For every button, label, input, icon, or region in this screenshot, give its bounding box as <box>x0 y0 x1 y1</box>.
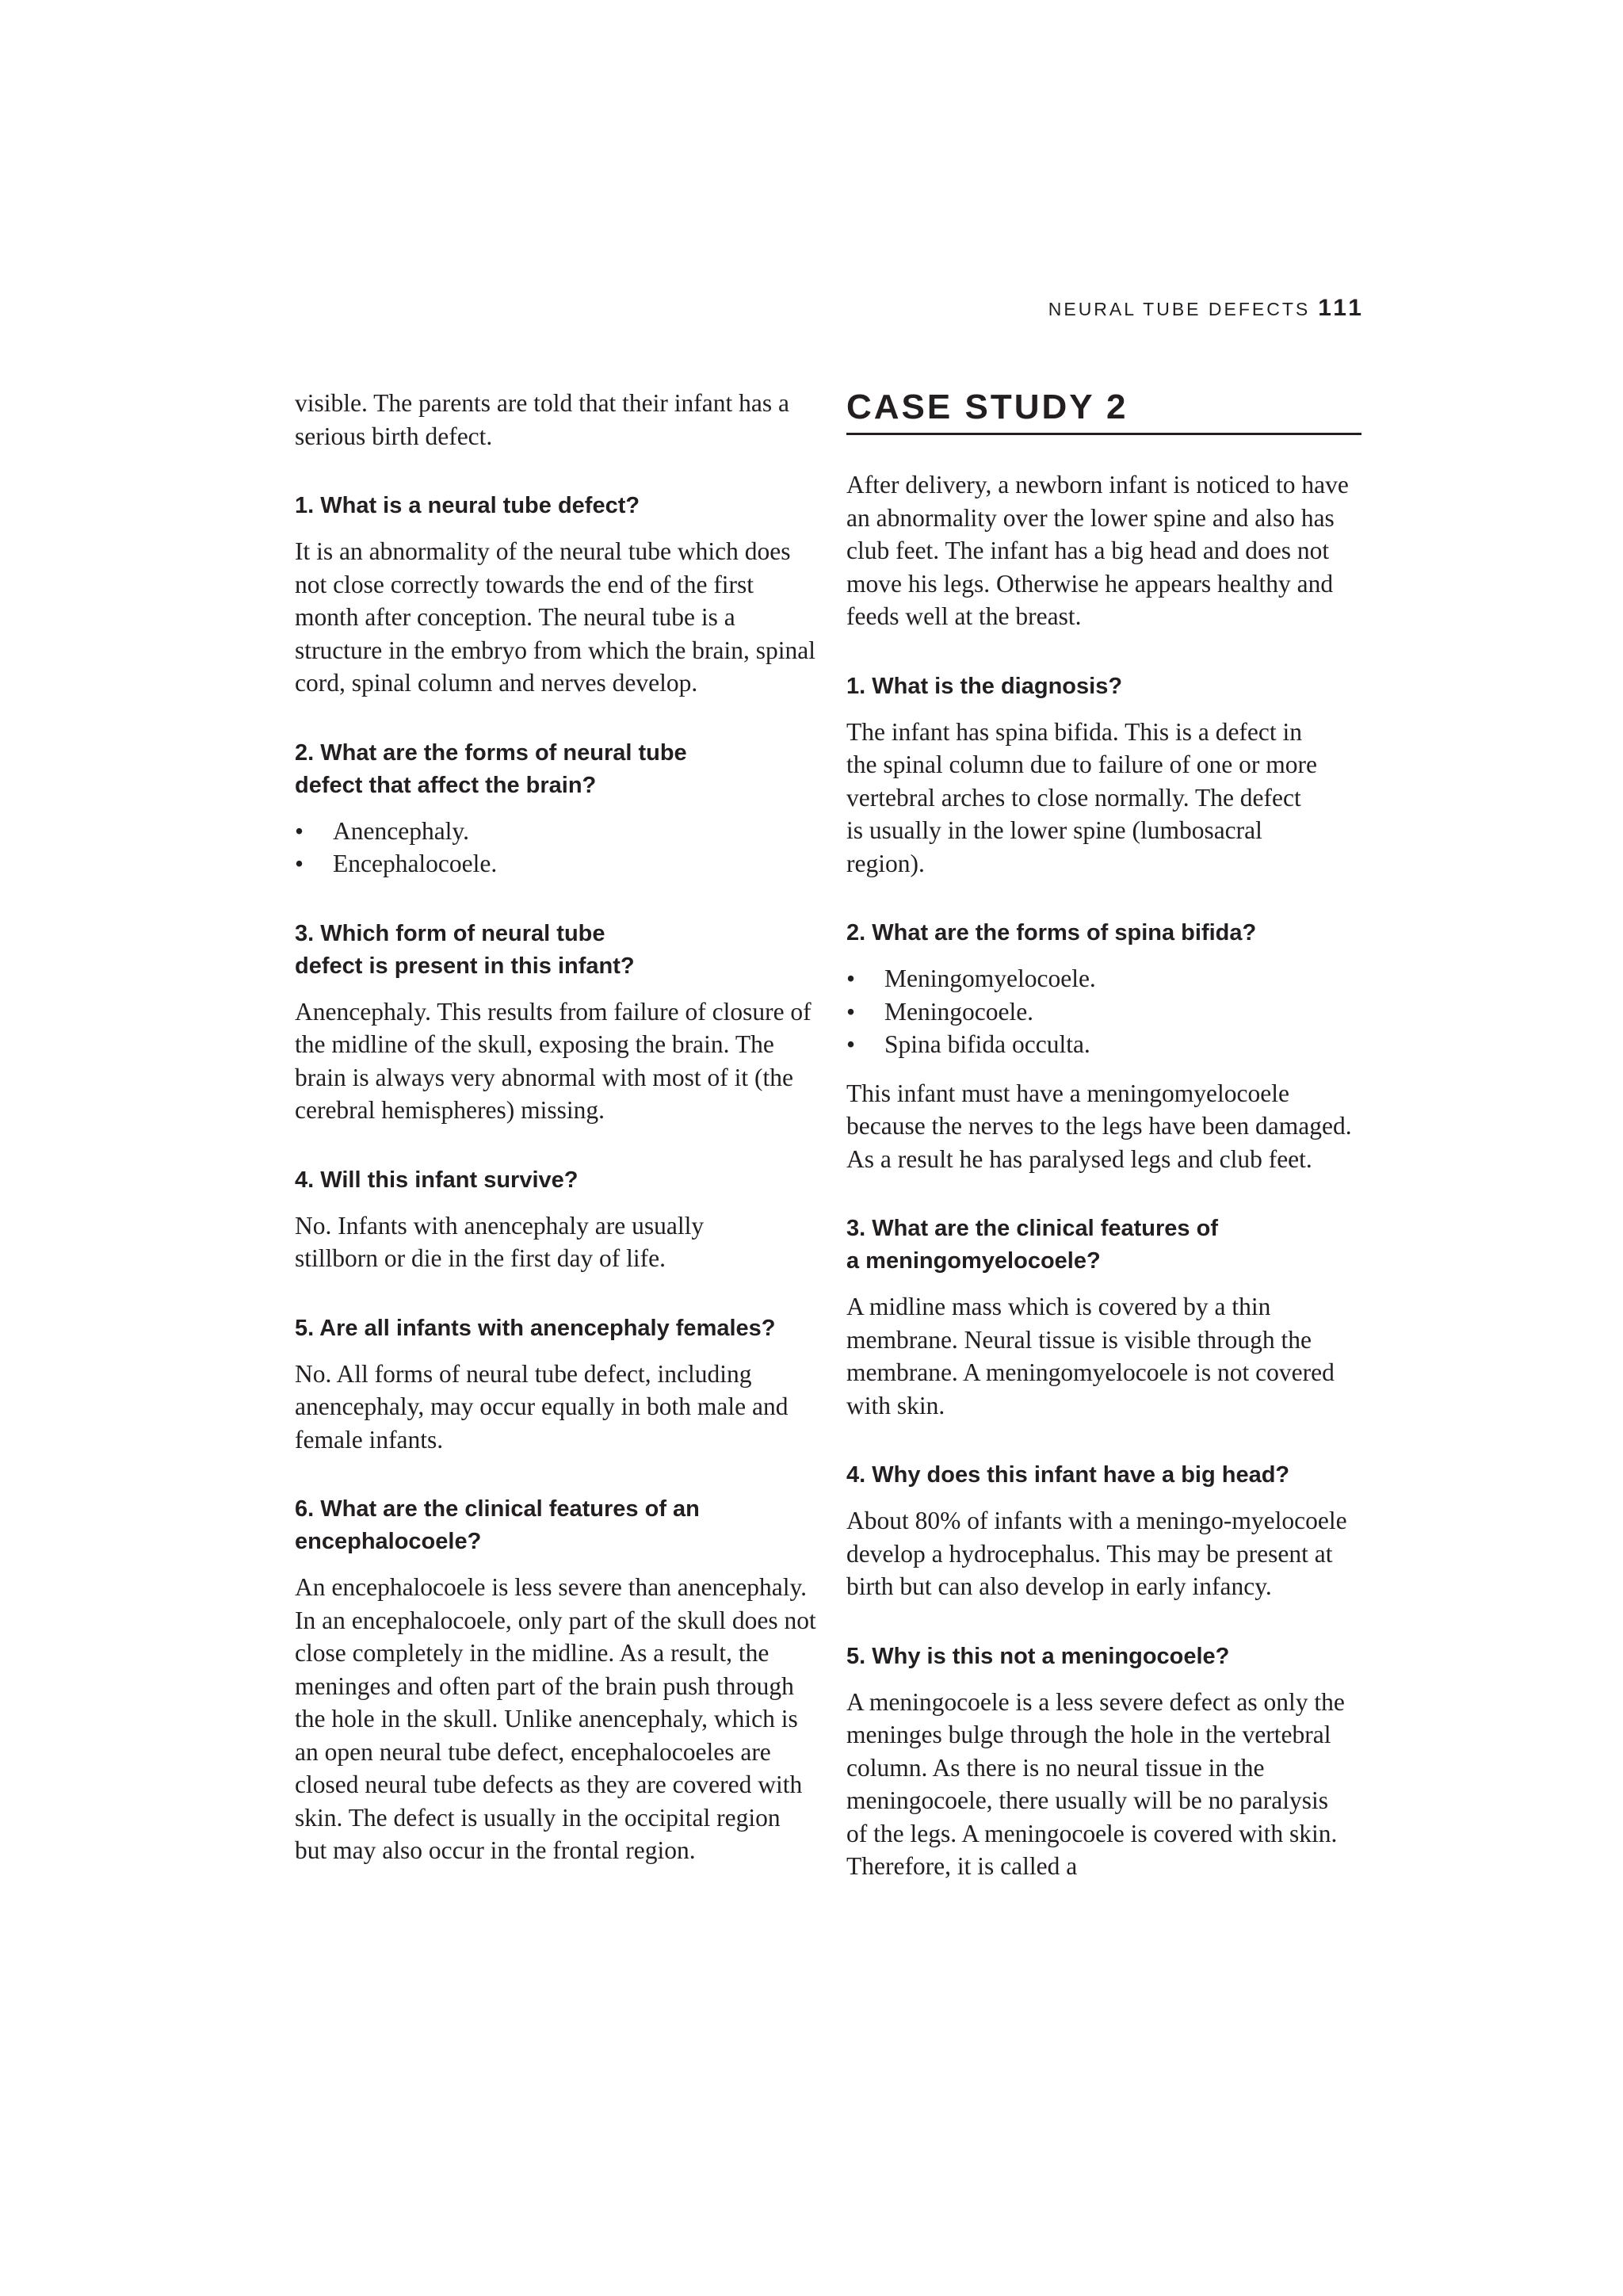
right-question-5-heading: 5. Why is this not a meningocoele? <box>846 1643 1230 1669</box>
right-question-2-heading: 2. What are the forms of spina bifida? <box>846 920 1257 946</box>
right-question-3-answer: A midline mass which is covered by a thin membrane. Neural tissue is visible through the membrane. A meningomyelocoele is not covered with skin. <box>846 1293 1335 1419</box>
right-question-2-list <box>846 962 1361 1061</box>
left-question-1-answer: It is an abnormality of the neural tube which does not close correctly towards the end of the first month after conception. The neural tube is a structure in the embryo from which the brain, spinal cord, spinal column and nerves develop. <box>295 537 815 697</box>
left-question-5-answer: No. All forms of neural tube defect, including anencephaly, may occur equally in both male and female infants. <box>295 1359 789 1454</box>
running-title: NEURAL TUBE DEFECTS <box>1048 299 1311 319</box>
left-question-2-heading: 2. What are the forms of neural tube defect that affect the brain? <box>295 739 687 798</box>
list-item: • Encephalocoele. <box>295 850 498 877</box>
left-question-4-heading: 4. Will this infant survive? <box>295 1167 579 1193</box>
right-intro-paragraph: After delivery, a newborn infant is noticed to have an abnormality over the lower spine and also has club feet. The infant has a big head and does not move his legs. Otherwise he appears healthy and feeds well at the breast. <box>846 471 1349 630</box>
right-column <box>846 387 1361 1920</box>
right-question-5-answer: A meningocoele is a less severe defect as only the meninges bulge through the hole in the vertebral column. As there is no neural tissue in the meningocoele, there usually will be no paralysis of the legs. A meningocoele is covered with skin. Therefore, it is called a <box>846 1687 1345 1880</box>
left-question-3-heading: 3. Which form of neural tube defect is present in this infant? <box>295 920 635 979</box>
right-question-4-heading: 4. Why does this infant have a big head? <box>846 1462 1290 1488</box>
list-item: • Meningocoele. <box>846 997 1034 1026</box>
right-question-1-heading: 1. What is the diagnosis? <box>846 673 1123 699</box>
left-column <box>295 387 818 1904</box>
page-number: 111 <box>1318 295 1365 321</box>
left-intro-paragraph: visible. The parents are told that their infant has a serious birth defect. <box>295 389 789 450</box>
case-study-title: CASE STUDY 2 <box>846 387 1361 435</box>
right-question-3-heading: 3. What are the clinical features of a meningomyelocoele? <box>846 1216 1218 1274</box>
left-question-5-heading: 5. Are all infants with anencephaly females? <box>295 1315 776 1341</box>
left-question-2-list <box>295 815 818 881</box>
list-item: • Anencephaly. <box>295 816 470 845</box>
right-question-2-answer: This infant must have a meningomyelocoele because the nerves to the legs have been damaged. As a result he has paralysed legs and club feet. <box>846 1079 1352 1173</box>
left-question-1-heading: 1. What is a neural tube defect? <box>295 493 640 518</box>
right-question-4-answer: About 80% of infants with a meningo-myelocoele develop a hydrocephalus. This may be present at birth but can also develop in early infancy. <box>846 1507 1347 1600</box>
right-question-1-answer: The infant has spina bifida. This is a defect in the spinal column due to failure of one or more vertebral arches to close normally. The defect is usually in the lower spine (lumbosacral region). <box>846 717 1317 877</box>
left-question-6-answer: An encephalocoele is less severe than anencephaly. In an encephalocoele, only part of the skull does not close completely in the midline. As a result, the meninges and often part of the brain push through the hole in the skull. Unlike anencephaly, which is an open neural tube defect, encephalocoeles are closed neural tube defects as they are covered with skin. The defect is usually in the occipital region but may also occur in the frontal region. <box>295 1573 816 1864</box>
left-question-6-heading: 6. What are the clinical features of an encephalocoele? <box>295 1496 700 1554</box>
running-header <box>1048 295 1365 322</box>
list-item: • Spina bifida occulta. <box>846 1030 1090 1058</box>
left-question-3-answer: Anencephaly. This results from failure of closure of the midline of the skull, exposing the brain. The brain is always very abnormal with most of it (the cerebral hemispheres) missing. <box>295 997 812 1124</box>
list-item: • Meningomyelocoele. <box>846 965 1096 992</box>
left-question-4-answer: No. Infants with anencephaly are usually stillborn or die in the first day of life. <box>295 1211 705 1272</box>
